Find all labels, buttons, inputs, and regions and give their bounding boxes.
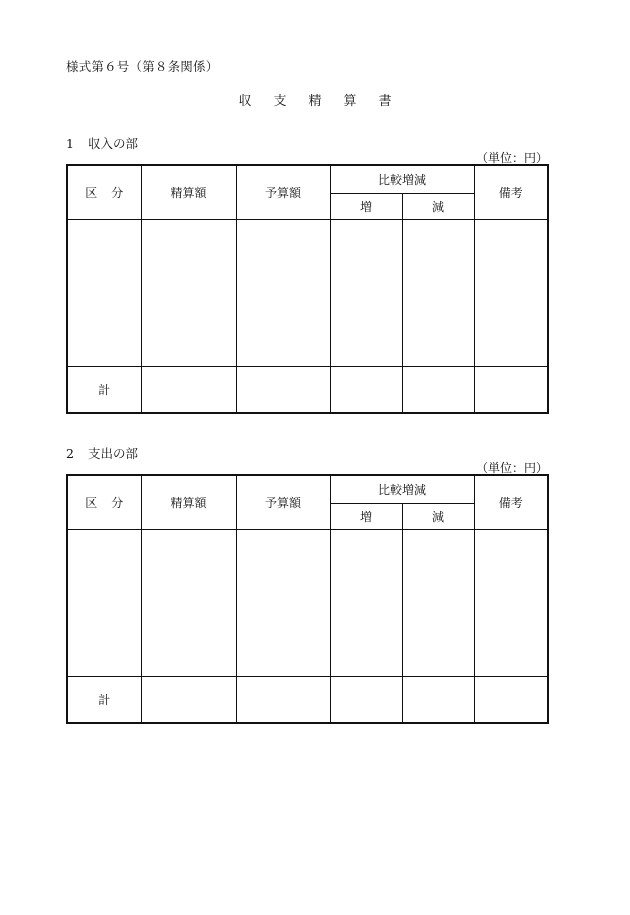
income-table [66,164,549,414]
total-label: 計 [67,367,141,414]
cell-settled-amount[interactable] [141,220,236,367]
cell-decrease[interactable] [402,220,474,367]
header-category: 区分 [67,165,141,220]
total-remarks[interactable] [474,367,548,414]
cell-increase[interactable] [330,220,402,367]
total-increase[interactable] [330,367,402,414]
cell-category[interactable] [67,530,141,677]
total-decrease[interactable] [402,677,474,724]
total-settled-amount[interactable] [141,367,236,414]
table-row [67,220,548,367]
header-remarks: 備考 [474,165,548,220]
total-row [67,367,548,414]
total-budget-amount[interactable] [236,367,330,414]
cell-category[interactable] [67,220,141,367]
cell-remarks[interactable] [474,530,548,677]
section-number: 1 [66,136,74,151]
header-budget-amount: 予算額 [236,165,330,220]
total-remarks[interactable] [474,677,548,724]
table-row [67,530,548,677]
cell-decrease[interactable] [402,530,474,677]
header-category: 区分 [67,475,141,530]
header-settled-amount: 精算額 [141,475,236,530]
header-budget-amount: 予算額 [236,475,330,530]
header-increase: 増 [330,194,402,220]
section-heading-income [66,134,138,152]
header-remarks: 備考 [474,475,548,530]
expenditure-table [66,474,549,724]
total-decrease[interactable] [402,367,474,414]
header-increase: 増 [330,504,402,530]
section-title: 収入の部 [87,136,138,151]
total-row [67,677,548,724]
cell-remarks[interactable] [474,220,548,367]
header-settled-amount: 精算額 [141,165,236,220]
cell-increase[interactable] [330,530,402,677]
header-decrease: 減 [402,194,474,220]
total-budget-amount[interactable] [236,677,330,724]
total-label: 計 [67,677,141,724]
header-decrease: 減 [402,504,474,530]
cell-budget-amount[interactable] [236,530,330,677]
section-title: 支出の部 [87,446,138,461]
section-heading-expenditure [66,444,138,462]
unit-note-income: （単位：円） [475,151,548,165]
cell-settled-amount[interactable] [141,530,236,677]
header-comparison: 比較増減 [330,165,474,194]
document-title: 収支精算書 [238,94,414,109]
section-number: 2 [66,446,74,461]
cell-budget-amount[interactable] [236,220,330,367]
total-settled-amount[interactable] [141,677,236,724]
total-increase[interactable] [330,677,402,724]
header-comparison: 比較増減 [330,475,474,504]
unit-note-expenditure: （単位：円） [475,461,548,475]
form-number: 様式第６号（第８条関係） [66,59,219,74]
